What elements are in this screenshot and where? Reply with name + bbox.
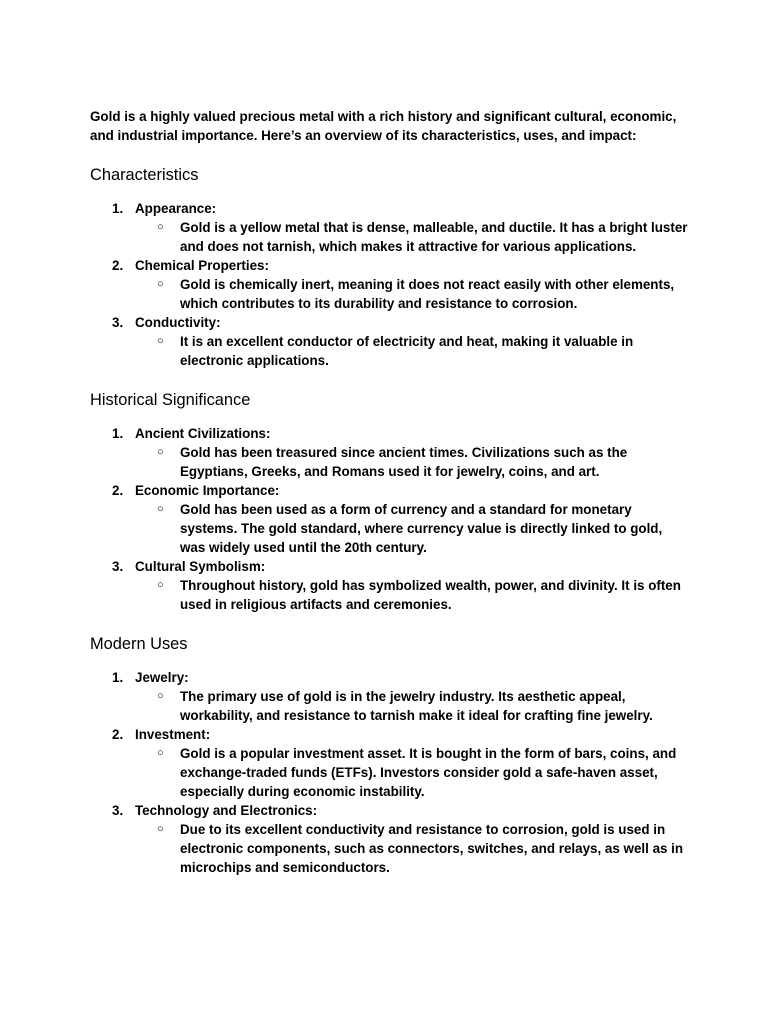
hollow-bullet-icon: ○ bbox=[157, 690, 164, 702]
item-label: Chemical Properties: bbox=[135, 258, 269, 273]
section-characteristics bbox=[90, 145, 690, 370]
list-number: 3. bbox=[112, 315, 124, 330]
list-number: 1. bbox=[112, 201, 124, 216]
section-heading: Modern Uses bbox=[90, 635, 188, 653]
list-item bbox=[90, 313, 690, 370]
bullet-text: Gold has been used as a form of currency and a standard for monetary systems. The gold standard, where currency value is directly linked to gold, was widely used until the 20th century. bbox=[180, 502, 663, 555]
list-number: 1. bbox=[112, 670, 124, 685]
bullet-text: Gold is a popular investment asset. It is bought in the form of bars, coins, and exchange-traded funds (ETFs). Investors consider gold a safe-haven asset, especially during economic instability. bbox=[180, 746, 677, 799]
document-page bbox=[90, 107, 690, 877]
bullet-list bbox=[135, 820, 690, 877]
item-label: Cultural Symbolism: bbox=[135, 559, 266, 574]
numbered-list bbox=[90, 668, 690, 877]
list-number: 1. bbox=[112, 426, 124, 441]
list-number: 2. bbox=[112, 258, 124, 273]
numbered-list bbox=[90, 424, 690, 614]
hollow-bullet-icon: ○ bbox=[157, 278, 164, 290]
bullet-text: Throughout history, gold has symbolized wealth, power, and divinity. It is often used in religious artifacts and ceremonies. bbox=[180, 578, 681, 612]
bullet-text: Gold is a yellow metal that is dense, malleable, and ductile. It has a bright luster and does not tarnish, which makes it attractive for various applications. bbox=[180, 220, 688, 254]
bullet-text: The primary use of gold is in the jewelry industry. Its aesthetic appeal, workability, and resistance to tarnish make it ideal for crafting fine jewelry. bbox=[180, 689, 653, 723]
bullet-list bbox=[135, 500, 690, 557]
intro-paragraph: Gold is a highly valued precious metal with a rich history and significant cultural, economic, and industrial importance. Here’s an overview of its characteristics, uses, and impact: bbox=[90, 109, 677, 143]
bullet-list bbox=[135, 687, 690, 725]
hollow-bullet-icon: ○ bbox=[157, 579, 164, 591]
bullet-item bbox=[135, 820, 690, 877]
bullet-text: It is an excellent conductor of electricity and heat, making it valuable in electronic applications. bbox=[180, 334, 634, 368]
item-label: Investment: bbox=[135, 727, 211, 742]
list-item bbox=[90, 725, 690, 801]
list-item bbox=[90, 256, 690, 313]
section-historical-significance bbox=[90, 370, 690, 614]
bullet-item bbox=[135, 332, 690, 370]
hollow-bullet-icon: ○ bbox=[157, 221, 164, 233]
bullet-list bbox=[135, 744, 690, 801]
item-label: Technology and Electronics: bbox=[135, 803, 318, 818]
bullet-item bbox=[135, 275, 690, 313]
bullet-item bbox=[135, 218, 690, 256]
bullet-item bbox=[135, 443, 690, 481]
bullet-item bbox=[135, 687, 690, 725]
hollow-bullet-icon: ○ bbox=[157, 747, 164, 759]
item-label: Ancient Civilizations: bbox=[135, 426, 271, 441]
bullet-list bbox=[135, 443, 690, 481]
numbered-list bbox=[90, 199, 690, 370]
list-item bbox=[90, 557, 690, 614]
bullet-list bbox=[135, 218, 690, 256]
hollow-bullet-icon: ○ bbox=[157, 503, 164, 515]
hollow-bullet-icon: ○ bbox=[157, 823, 164, 835]
hollow-bullet-icon: ○ bbox=[157, 446, 164, 458]
section-heading: Historical Significance bbox=[90, 391, 251, 409]
bullet-text: Gold is chemically inert, meaning it does not react easily with other elements, which contributes to its durability and resistance to corrosion. bbox=[180, 277, 675, 311]
item-label: Conductivity: bbox=[135, 315, 221, 330]
section-modern-uses bbox=[90, 614, 690, 877]
bullet-item bbox=[135, 576, 690, 614]
list-number: 3. bbox=[112, 803, 124, 818]
section-heading: Characteristics bbox=[90, 166, 199, 184]
list-number: 2. bbox=[112, 483, 124, 498]
bullet-item bbox=[135, 500, 690, 557]
list-item bbox=[90, 801, 690, 877]
list-number: 2. bbox=[112, 727, 124, 742]
bullet-list bbox=[135, 275, 690, 313]
list-item bbox=[90, 199, 690, 256]
bullet-list bbox=[135, 332, 690, 370]
list-item bbox=[90, 424, 690, 481]
hollow-bullet-icon: ○ bbox=[157, 335, 164, 347]
list-number: 3. bbox=[112, 559, 124, 574]
bullet-list bbox=[135, 576, 690, 614]
bullet-text: Due to its excellent conductivity and resistance to corrosion, gold is used in electronic components, such as connectors, switches, and relays, as well as in microchips and semiconductors. bbox=[180, 822, 684, 875]
bullet-item bbox=[135, 744, 690, 801]
bullet-text: Gold has been treasured since ancient times. Civilizations such as the Egyptians, Greeks, and Romans used it for jewelry, coins, and art. bbox=[180, 445, 628, 479]
list-item bbox=[90, 668, 690, 725]
item-label: Economic Importance: bbox=[135, 483, 280, 498]
list-item bbox=[90, 481, 690, 557]
item-label: Jewelry: bbox=[135, 670, 189, 685]
item-label: Appearance: bbox=[135, 201, 217, 216]
